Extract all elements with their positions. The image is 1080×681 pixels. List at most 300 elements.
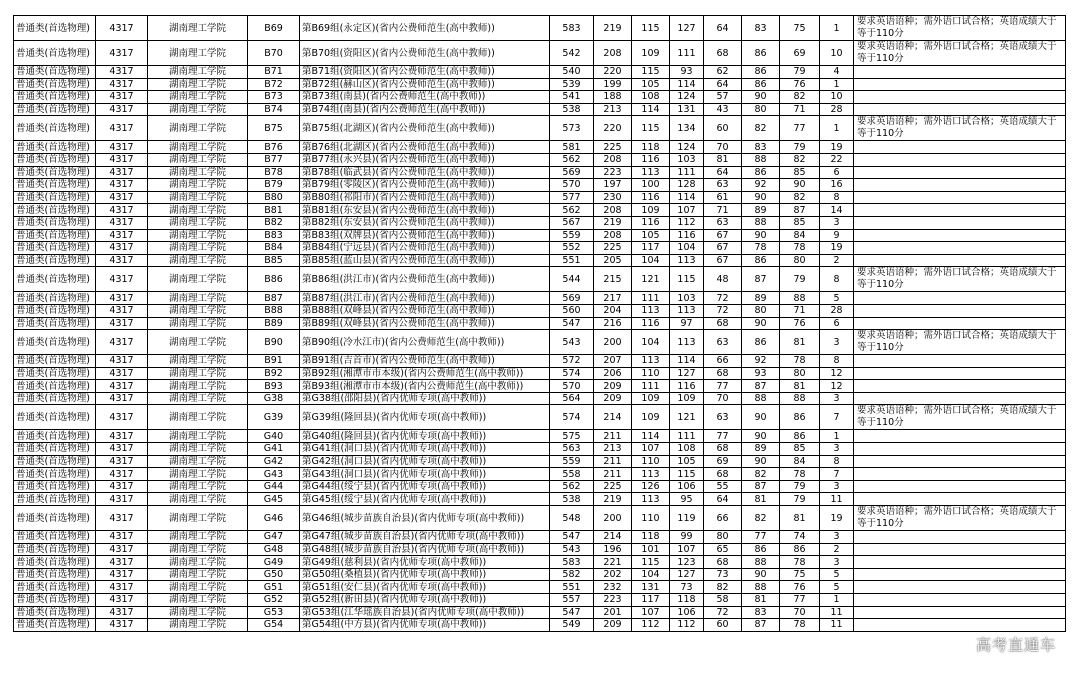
cell-math-score: 128 [670, 179, 704, 192]
cell-min-total-score: 575 [550, 430, 594, 443]
cell-foreign-score: 90 [742, 405, 780, 430]
cell-remarks [854, 242, 1066, 255]
cell-remarks [854, 392, 1066, 405]
cell-rank-count: 3 [820, 392, 854, 405]
cell-group-name: 第B73组(南县)(省内公费师范生(高中教师)) [300, 91, 550, 104]
cell-category: 普通类(首选物理) [14, 66, 96, 79]
cell-subject-score: 85 [780, 216, 820, 229]
cell-category: 普通类(首选物理) [14, 229, 96, 242]
cell-school-code: 4317 [96, 531, 148, 544]
cell-chinese-math-score: 209 [594, 392, 632, 405]
cell-english-score: 43 [704, 103, 742, 116]
cell-school-code: 4317 [96, 141, 148, 154]
table-row [14, 41, 1066, 66]
table-row [14, 405, 1066, 430]
cell-remarks [854, 480, 1066, 493]
cell-math-score: 97 [670, 317, 704, 330]
cell-subject-score: 88 [780, 292, 820, 305]
cell-rank-count: 10 [820, 41, 854, 66]
cell-remarks [854, 493, 1066, 506]
cell-chinese-score: 108 [632, 91, 670, 104]
cell-subject-score: 86 [780, 430, 820, 443]
table-row [14, 606, 1066, 619]
cell-school-name: 湖南理工学院 [148, 380, 248, 393]
cell-chinese-score: 114 [632, 103, 670, 116]
cell-subject-score: 81 [780, 330, 820, 355]
cell-group-code: G42 [248, 455, 300, 468]
cell-min-total-score: 583 [550, 16, 594, 41]
cell-remarks: 要求英语语种；需外语口试合格；英语成绩大于等于110分 [854, 116, 1066, 141]
cell-school-name: 湖南理工学院 [148, 443, 248, 456]
cell-foreign-score: 90 [742, 229, 780, 242]
cell-english-score: 63 [704, 179, 742, 192]
cell-category: 普通类(首选物理) [14, 317, 96, 330]
cell-foreign-score: 92 [742, 179, 780, 192]
cell-school-name: 湖南理工学院 [148, 216, 248, 229]
cell-foreign-score: 88 [742, 556, 780, 569]
cell-rank-count: 14 [820, 204, 854, 217]
cell-english-score: 48 [704, 267, 742, 292]
cell-chinese-math-score: 214 [594, 405, 632, 430]
cell-rank-count: 9 [820, 229, 854, 242]
cell-chinese-math-score: 225 [594, 242, 632, 255]
cell-group-name: 第B93组(湘潭市市本级)(省内公费师范生(高中教师)) [300, 380, 550, 393]
cell-math-score: 93 [670, 66, 704, 79]
cell-foreign-score: 90 [742, 430, 780, 443]
cell-chinese-score: 113 [632, 304, 670, 317]
cell-foreign-score: 80 [742, 304, 780, 317]
cell-school-code: 4317 [96, 91, 148, 104]
cell-min-total-score: 570 [550, 380, 594, 393]
table-row [14, 242, 1066, 255]
cell-chinese-score: 109 [632, 41, 670, 66]
cell-category: 普通类(首选物理) [14, 153, 96, 166]
cell-foreign-score: 92 [742, 355, 780, 368]
cell-group-code: G49 [248, 556, 300, 569]
cell-school-name: 湖南理工学院 [148, 153, 248, 166]
cell-english-score: 62 [704, 66, 742, 79]
cell-subject-score: 86 [780, 405, 820, 430]
cell-remarks [854, 556, 1066, 569]
cell-math-score: 124 [670, 141, 704, 154]
cell-group-code: B77 [248, 153, 300, 166]
cell-group-code: G46 [248, 506, 300, 531]
cell-group-code: G38 [248, 392, 300, 405]
cell-chinese-score: 104 [632, 568, 670, 581]
cell-school-code: 4317 [96, 493, 148, 506]
cell-min-total-score: 570 [550, 179, 594, 192]
cell-category: 普通类(首选物理) [14, 254, 96, 267]
cell-chinese-math-score: 213 [594, 103, 632, 116]
cell-category: 普通类(首选物理) [14, 116, 96, 141]
table-row [14, 216, 1066, 229]
cell-group-code: G47 [248, 531, 300, 544]
cell-category: 普通类(首选物理) [14, 78, 96, 91]
cell-english-score: 68 [704, 41, 742, 66]
table-row [14, 304, 1066, 317]
cell-chinese-math-score: 204 [594, 304, 632, 317]
table-row [14, 568, 1066, 581]
cell-math-score: 131 [670, 103, 704, 116]
cell-math-score: 114 [670, 78, 704, 91]
cell-category: 普通类(首选物理) [14, 103, 96, 116]
cell-english-score: 66 [704, 355, 742, 368]
cell-min-total-score: 543 [550, 543, 594, 556]
cell-group-code: B71 [248, 66, 300, 79]
cell-group-name: 第B77组(永兴县)(省内公费师范生(高中教师)) [300, 153, 550, 166]
cell-remarks [854, 216, 1066, 229]
cell-min-total-score: 543 [550, 330, 594, 355]
cell-category: 普通类(首选物理) [14, 41, 96, 66]
cell-group-code: B87 [248, 292, 300, 305]
cell-chinese-math-score: 200 [594, 506, 632, 531]
cell-foreign-score: 90 [742, 568, 780, 581]
cell-school-name: 湖南理工学院 [148, 16, 248, 41]
cell-category: 普通类(首选物理) [14, 493, 96, 506]
cell-subject-score: 75 [780, 568, 820, 581]
table-row [14, 103, 1066, 116]
cell-chinese-math-score: 206 [594, 367, 632, 380]
table-row [14, 91, 1066, 104]
cell-group-code: G53 [248, 606, 300, 619]
cell-remarks [854, 153, 1066, 166]
cell-english-score: 67 [704, 254, 742, 267]
cell-math-score: 104 [670, 242, 704, 255]
cell-school-name: 湖南理工学院 [148, 41, 248, 66]
cell-group-name: 第B74组(南县)(省内公费师范生(高中教师)) [300, 103, 550, 116]
cell-subject-score: 70 [780, 606, 820, 619]
cell-school-name: 湖南理工学院 [148, 606, 248, 619]
cell-min-total-score: 567 [550, 216, 594, 229]
cell-english-score: 68 [704, 556, 742, 569]
cell-foreign-score: 89 [742, 204, 780, 217]
admission-scores-table [13, 15, 1066, 632]
cell-min-total-score: 540 [550, 66, 594, 79]
cell-chinese-math-score: 207 [594, 355, 632, 368]
cell-school-name: 湖南理工学院 [148, 254, 248, 267]
cell-remarks [854, 380, 1066, 393]
cell-school-name: 湖南理工学院 [148, 103, 248, 116]
cell-foreign-score: 87 [742, 480, 780, 493]
cell-remarks [854, 91, 1066, 104]
cell-chinese-math-score: 221 [594, 556, 632, 569]
cell-group-name: 第G39组(隆回县)(省内优师专项(高中教师)) [300, 405, 550, 430]
cell-english-score: 77 [704, 380, 742, 393]
cell-math-score: 118 [670, 594, 704, 607]
cell-english-score: 63 [704, 405, 742, 430]
cell-remarks [854, 568, 1066, 581]
cell-min-total-score: 572 [550, 355, 594, 368]
cell-group-name: 第B84组(宁远县)(省内公费师范生(高中教师)) [300, 242, 550, 255]
cell-category: 普通类(首选物理) [14, 380, 96, 393]
table-row [14, 153, 1066, 166]
cell-group-name: 第G45组(绥宁县)(省内优师专项(高中教师)) [300, 493, 550, 506]
cell-english-score: 68 [704, 317, 742, 330]
cell-math-score: 112 [670, 216, 704, 229]
cell-min-total-score: 559 [550, 455, 594, 468]
cell-chinese-math-score: 220 [594, 116, 632, 141]
cell-rank-count: 8 [820, 191, 854, 204]
cell-school-name: 湖南理工学院 [148, 594, 248, 607]
table-row [14, 66, 1066, 79]
cell-subject-score: 80 [780, 254, 820, 267]
cell-group-name: 第G40组(隆回县)(省内优师专项(高中教师)) [300, 430, 550, 443]
cell-group-code: B91 [248, 355, 300, 368]
cell-chinese-score: 115 [632, 66, 670, 79]
cell-group-code: B79 [248, 179, 300, 192]
cell-min-total-score: 544 [550, 267, 594, 292]
cell-school-name: 湖南理工学院 [148, 531, 248, 544]
cell-rank-count: 10 [820, 91, 854, 104]
cell-category: 普通类(首选物理) [14, 292, 96, 305]
cell-school-code: 4317 [96, 254, 148, 267]
cell-min-total-score: 582 [550, 568, 594, 581]
cell-english-score: 70 [704, 141, 742, 154]
cell-subject-score: 75 [780, 16, 820, 41]
cell-school-code: 4317 [96, 594, 148, 607]
cell-math-score: 99 [670, 531, 704, 544]
cell-group-name: 第B69组(永定区)(省内公费师范生(高中教师)) [300, 16, 550, 41]
cell-group-code: G41 [248, 443, 300, 456]
cell-school-name: 湖南理工学院 [148, 204, 248, 217]
cell-english-score: 73 [704, 568, 742, 581]
cell-subject-score: 76 [780, 581, 820, 594]
cell-category: 普通类(首选物理) [14, 480, 96, 493]
cell-remarks [854, 581, 1066, 594]
cell-category: 普通类(首选物理) [14, 242, 96, 255]
cell-math-score: 116 [670, 380, 704, 393]
cell-rank-count: 3 [820, 531, 854, 544]
table-row [14, 141, 1066, 154]
cell-subject-score: 78 [780, 619, 820, 632]
cell-chinese-score: 109 [632, 405, 670, 430]
cell-school-code: 4317 [96, 468, 148, 481]
cell-subject-score: 85 [780, 443, 820, 456]
cell-rank-count: 5 [820, 581, 854, 594]
cell-chinese-score: 104 [632, 254, 670, 267]
cell-remarks [854, 66, 1066, 79]
table-row [14, 204, 1066, 217]
cell-school-name: 湖南理工学院 [148, 568, 248, 581]
cell-school-code: 4317 [96, 292, 148, 305]
table-row [14, 78, 1066, 91]
cell-rank-count: 16 [820, 179, 854, 192]
cell-rank-count: 22 [820, 153, 854, 166]
cell-group-name: 第G48组(城步苗族自治县)(省内优师专项(高中教师)) [300, 543, 550, 556]
cell-english-score: 70 [704, 392, 742, 405]
cell-english-score: 58 [704, 594, 742, 607]
cell-category: 普通类(首选物理) [14, 619, 96, 632]
cell-category: 普通类(首选物理) [14, 179, 96, 192]
cell-school-code: 4317 [96, 543, 148, 556]
cell-remarks: 要求英语语种；需外语口试合格；英语成绩大于等于110分 [854, 330, 1066, 355]
cell-remarks [854, 606, 1066, 619]
cell-school-code: 4317 [96, 556, 148, 569]
cell-remarks [854, 141, 1066, 154]
cell-chinese-score: 116 [632, 191, 670, 204]
cell-remarks [854, 594, 1066, 607]
table-row [14, 292, 1066, 305]
cell-math-score: 73 [670, 581, 704, 594]
table-row [14, 267, 1066, 292]
cell-category: 普通类(首选物理) [14, 543, 96, 556]
cell-min-total-score: 547 [550, 531, 594, 544]
cell-foreign-score: 82 [742, 116, 780, 141]
cell-rank-count: 3 [820, 480, 854, 493]
cell-math-score: 116 [670, 229, 704, 242]
cell-math-score: 107 [670, 204, 704, 217]
cell-rank-count: 5 [820, 568, 854, 581]
cell-rank-count: 12 [820, 367, 854, 380]
cell-chinese-score: 113 [632, 355, 670, 368]
cell-foreign-score: 78 [742, 242, 780, 255]
cell-remarks [854, 619, 1066, 632]
cell-school-code: 4317 [96, 581, 148, 594]
table-row [14, 355, 1066, 368]
cell-school-name: 湖南理工学院 [148, 242, 248, 255]
cell-group-code: B84 [248, 242, 300, 255]
cell-school-name: 湖南理工学院 [148, 392, 248, 405]
cell-remarks [854, 78, 1066, 91]
cell-rank-count: 2 [820, 543, 854, 556]
cell-rank-count: 12 [820, 380, 854, 393]
cell-chinese-score: 115 [632, 116, 670, 141]
cell-math-score: 134 [670, 116, 704, 141]
cell-school-code: 4317 [96, 480, 148, 493]
cell-group-name: 第B85组(蓝山县)(省内公费师范生(高中教师)) [300, 254, 550, 267]
cell-math-score: 127 [670, 568, 704, 581]
cell-group-name: 第G43组(洞口县)(省内优师专项(高中教师)) [300, 468, 550, 481]
cell-school-name: 湖南理工学院 [148, 367, 248, 380]
cell-category: 普通类(首选物理) [14, 16, 96, 41]
cell-school-code: 4317 [96, 191, 148, 204]
cell-english-score: 64 [704, 16, 742, 41]
cell-chinese-score: 116 [632, 216, 670, 229]
cell-chinese-math-score: 199 [594, 78, 632, 91]
cell-foreign-score: 88 [742, 392, 780, 405]
cell-school-name: 湖南理工学院 [148, 619, 248, 632]
cell-math-score: 114 [670, 191, 704, 204]
cell-category: 普通类(首选物理) [14, 443, 96, 456]
cell-rank-count: 19 [820, 242, 854, 255]
cell-remarks [854, 292, 1066, 305]
cell-group-name: 第B76组(北湖区)(省内公费师范生(高中教师)) [300, 141, 550, 154]
table-row [14, 581, 1066, 594]
table-row [14, 455, 1066, 468]
cell-math-score: 111 [670, 166, 704, 179]
cell-chinese-math-score: 188 [594, 91, 632, 104]
cell-subject-score: 74 [780, 531, 820, 544]
table-row [14, 493, 1066, 506]
cell-min-total-score: 569 [550, 292, 594, 305]
cell-school-code: 4317 [96, 380, 148, 393]
cell-chinese-score: 113 [632, 493, 670, 506]
cell-rank-count: 19 [820, 141, 854, 154]
cell-english-score: 61 [704, 191, 742, 204]
cell-min-total-score: 559 [550, 229, 594, 242]
table-row [14, 166, 1066, 179]
cell-math-score: 111 [670, 430, 704, 443]
cell-english-score: 66 [704, 506, 742, 531]
cell-group-name: 第G38组(邵阳县)(省内优师专项(高中教师)) [300, 392, 550, 405]
cell-rank-count: 6 [820, 166, 854, 179]
cell-min-total-score: 547 [550, 317, 594, 330]
cell-rank-count: 3 [820, 443, 854, 456]
cell-min-total-score: 573 [550, 116, 594, 141]
cell-remarks [854, 367, 1066, 380]
cell-subject-score: 79 [780, 493, 820, 506]
table-row [14, 191, 1066, 204]
cell-math-score: 113 [670, 330, 704, 355]
cell-foreign-score: 81 [742, 493, 780, 506]
cell-foreign-score: 90 [742, 455, 780, 468]
cell-math-score: 109 [670, 392, 704, 405]
cell-category: 普通类(首选物理) [14, 141, 96, 154]
cell-chinese-score: 118 [632, 141, 670, 154]
cell-rank-count: 3 [820, 216, 854, 229]
cell-school-name: 湖南理工学院 [148, 141, 248, 154]
cell-english-score: 72 [704, 292, 742, 305]
cell-category: 普通类(首选物理) [14, 405, 96, 430]
cell-remarks [854, 443, 1066, 456]
cell-subject-score: 90 [780, 179, 820, 192]
cell-category: 普通类(首选物理) [14, 216, 96, 229]
cell-math-score: 103 [670, 153, 704, 166]
cell-category: 普通类(首选物理) [14, 267, 96, 292]
cell-chinese-score: 114 [632, 430, 670, 443]
cell-math-score: 113 [670, 304, 704, 317]
cell-group-code: B69 [248, 16, 300, 41]
cell-school-name: 湖南理工学院 [148, 330, 248, 355]
cell-foreign-score: 86 [742, 254, 780, 267]
cell-chinese-math-score: 208 [594, 41, 632, 66]
cell-school-code: 4317 [96, 405, 148, 430]
cell-min-total-score: 562 [550, 204, 594, 217]
cell-math-score: 106 [670, 606, 704, 619]
cell-english-score: 71 [704, 204, 742, 217]
cell-chinese-score: 104 [632, 330, 670, 355]
cell-rank-count: 1 [820, 116, 854, 141]
cell-rank-count: 8 [820, 455, 854, 468]
cell-school-name: 湖南理工学院 [148, 91, 248, 104]
cell-chinese-math-score: 214 [594, 531, 632, 544]
cell-min-total-score: 539 [550, 78, 594, 91]
cell-subject-score: 77 [780, 594, 820, 607]
cell-remarks [854, 531, 1066, 544]
cell-group-name: 第B86组(洪江市)(省内公费师范生(高中教师)) [300, 267, 550, 292]
cell-chinese-math-score: 211 [594, 455, 632, 468]
cell-math-score: 108 [670, 443, 704, 456]
table-row [14, 506, 1066, 531]
cell-group-code: B82 [248, 216, 300, 229]
cell-chinese-score: 121 [632, 267, 670, 292]
cell-foreign-score: 86 [742, 41, 780, 66]
cell-chinese-math-score: 211 [594, 468, 632, 481]
cell-category: 普通类(首选物理) [14, 430, 96, 443]
cell-subject-score: 77 [780, 116, 820, 141]
cell-rank-count: 3 [820, 330, 854, 355]
cell-english-score: 57 [704, 91, 742, 104]
cell-chinese-score: 118 [632, 531, 670, 544]
cell-group-code: G43 [248, 468, 300, 481]
cell-subject-score: 69 [780, 41, 820, 66]
cell-school-name: 湖南理工学院 [148, 78, 248, 91]
cell-english-score: 80 [704, 531, 742, 544]
cell-chinese-math-score: 225 [594, 141, 632, 154]
cell-math-score: 124 [670, 91, 704, 104]
cell-chinese-score: 112 [632, 619, 670, 632]
cell-chinese-math-score: 205 [594, 254, 632, 267]
